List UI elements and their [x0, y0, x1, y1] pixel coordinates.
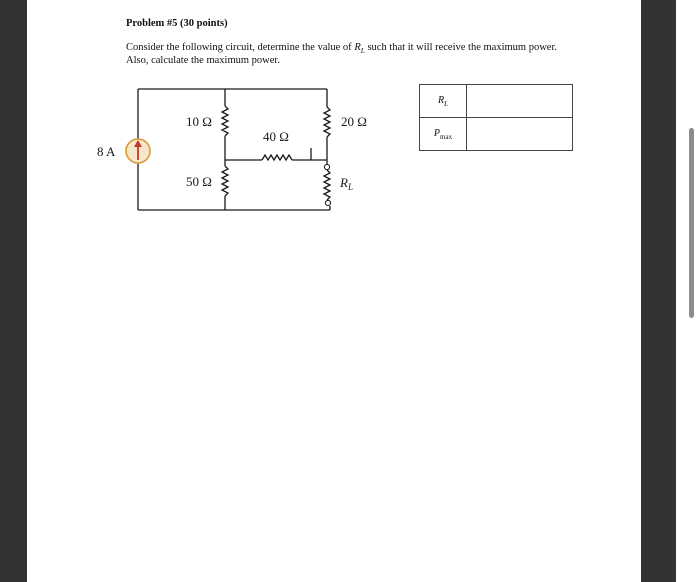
answer-label-max: max	[440, 132, 453, 141]
r1-label: 10 Ω	[186, 114, 212, 129]
answer-value-rl[interactable]	[467, 85, 573, 118]
problem-text-line1-end: such that it will receive the maximum power.	[364, 42, 557, 53]
problem-title: Problem #5 (30 points)	[126, 18, 228, 29]
problem-var-r: R	[354, 42, 361, 53]
rl-label-r: R	[340, 175, 348, 190]
answer-label-p: P	[433, 127, 441, 139]
problem-text-line1	[126, 42, 557, 55]
source-label: 8 A	[97, 144, 116, 159]
rl-label	[339, 175, 353, 192]
problem-text-line2: Also, calculate the maximum power.	[126, 55, 280, 66]
r4-label: 50 Ω	[186, 174, 212, 189]
answer-label-pmax	[420, 118, 467, 151]
r3-label: 20 Ω	[341, 114, 367, 129]
answer-label-l: L	[444, 99, 448, 108]
answer-table	[419, 84, 573, 151]
answer-value-pmax[interactable]	[467, 118, 573, 151]
rl-terminal-top	[324, 164, 329, 169]
resistor-40-symbol	[262, 155, 292, 160]
rl-terminal-bottom	[325, 200, 330, 205]
viewer-left-margin	[0, 0, 27, 582]
answer-row-pmax	[420, 118, 573, 151]
problem-text-line1-start: Consider the following circuit, determine the value of	[126, 42, 355, 53]
problem-var-l: L	[360, 46, 365, 56]
r2-label: 40 Ω	[263, 129, 289, 144]
answer-label-r: R	[437, 94, 445, 106]
resistor-10-symbol	[222, 106, 228, 136]
resistor-20-symbol	[324, 107, 330, 137]
answer-row-rl	[420, 85, 573, 118]
resistor-rl-symbol	[324, 170, 330, 200]
viewer-right-margin	[641, 0, 676, 582]
scrollbar-track[interactable]	[676, 0, 700, 582]
resistor-50-symbol	[222, 166, 228, 196]
rl-label-l: L	[347, 182, 353, 192]
answer-label-rl	[420, 85, 467, 118]
scrollbar-thumb[interactable]	[689, 128, 694, 318]
circuit-diagram	[90, 84, 390, 216]
